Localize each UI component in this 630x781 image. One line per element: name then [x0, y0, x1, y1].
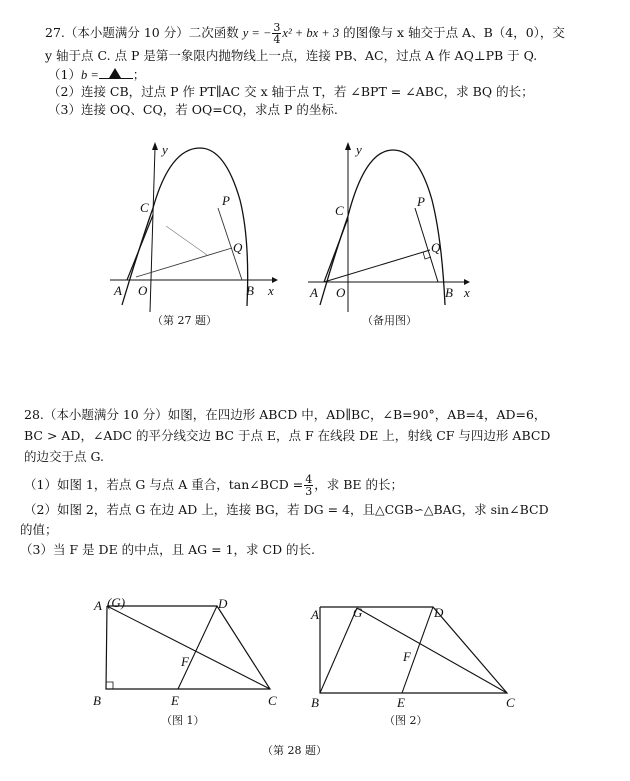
segment-ac: [324, 218, 348, 282]
answer-blank: [99, 66, 133, 79]
q27-eq-rest: x² + bx + 3: [282, 26, 340, 40]
q27-fig1-caption: （第 27 题）: [152, 314, 217, 327]
segment-ac: [107, 606, 270, 689]
q27-part2: （2）连接 CB，过点 P 作 PT∥AC 交 x 轴于点 T，若 ∠BPT = ∠ABC，求 BQ 的长；: [48, 84, 534, 99]
right-angle-mark: [106, 682, 113, 689]
q27-fraction: [272, 22, 281, 45]
q28-main-caption: （第 28 题）: [262, 744, 327, 757]
q28-part1: [24, 474, 403, 497]
q28-frac-num: 4: [305, 473, 313, 486]
label-b: B: [311, 695, 319, 710]
segment-pt: [166, 226, 207, 255]
q28-line3: 的边交于点 G.: [24, 449, 104, 464]
label-b: B: [445, 285, 453, 300]
q28-part2-line1: （2）如图 2，若点 G 在边 AD 上，连接 BG，若 DG = 4，且△CGB∽△BAG，求 sin∠BCD: [24, 502, 549, 517]
label-a: A: [114, 283, 122, 298]
q27-part1: [48, 66, 145, 83]
label-q: Q: [233, 240, 243, 255]
q27-part1-text: b =: [80, 68, 99, 82]
q27-figure-spare: [290, 140, 490, 320]
label-e: E: [397, 695, 405, 710]
segment-ac: [127, 215, 153, 280]
q28-figure-1: [80, 595, 300, 715]
y-axis: [150, 148, 155, 312]
label-a: A: [310, 285, 318, 300]
segment-aq: [324, 250, 430, 282]
q27-part3: （3）连接 OQ、CQ，若 OQ=CQ，求点 P 的坐标.: [48, 102, 338, 117]
label-o: O: [138, 283, 148, 298]
q27-part1-label: （1）: [48, 67, 81, 82]
label-y: y: [162, 142, 168, 157]
label-p: P: [222, 193, 230, 208]
label-c: C: [268, 693, 277, 708]
triangle-marker-icon: [109, 68, 121, 78]
label-f: F: [403, 649, 411, 664]
label-p: P: [417, 194, 425, 209]
label-q: Q: [431, 240, 441, 255]
label-g: (G): [107, 595, 126, 610]
label-y: y: [356, 142, 362, 157]
label-b: B: [93, 693, 101, 708]
y-axis-arrow-icon: [345, 142, 351, 150]
q27-figure-main: [100, 140, 300, 320]
quadrilateral-abcd: [320, 607, 507, 693]
label-x: x: [268, 283, 274, 298]
segment-de: [178, 606, 217, 689]
label-f: F: [181, 654, 189, 669]
label-c: C: [140, 200, 149, 215]
q27-frac-den: 4: [273, 33, 281, 46]
label-x: x: [464, 285, 470, 300]
q28-part3: （3）当 F 是 DE 的中点，且 AG = 1，求 CD 的长.: [20, 542, 316, 557]
q27-line1-rest: 的图像与 x 轴交于点 A、B（4，0），交: [339, 25, 565, 40]
q27-eq-y: y = −: [242, 26, 272, 40]
q27-prefix: 27.（本小题满分 10 分）二次函数: [45, 25, 243, 40]
segment-bg: [320, 608, 357, 693]
label-d: D: [434, 605, 444, 620]
label-a: A: [94, 598, 102, 613]
q28-part1-post: ，求 BE 的长；: [314, 477, 404, 492]
label-a: A: [311, 607, 319, 622]
label-g: G: [353, 605, 363, 620]
q27-line2: y 轴于点 C. 点 P 是第一象限内抛物线上一点，连接 PB、AC，过点 A 作 AQ⊥PB 于 Q.: [45, 48, 538, 63]
q28-fig2-caption: （图 2）: [384, 714, 428, 727]
q27-part1-end: ；: [132, 67, 146, 82]
q28-line2: BC > AD，∠ADC 的平分线交边 BC 于点 E，点 F 在线段 DE 上，射线 CF 与四边形 ABCD: [24, 428, 551, 443]
q27-frac-num: 3: [273, 21, 281, 34]
q28-part1-pre: （1）如图 1，若点 G 与点 A 重合，tan∠BCD =: [24, 477, 304, 492]
q27-fig2-caption: （备用图）: [362, 314, 417, 327]
label-e: E: [171, 693, 179, 708]
q28-part2-line2: 的值；: [20, 522, 58, 537]
q27-line1: [45, 22, 565, 45]
label-o: O: [336, 285, 346, 300]
q28-figure-2: [295, 595, 535, 715]
label-b: B: [246, 283, 254, 298]
q28-line1: 28.（本小题满分 10 分）如图，在四边形 ABCD 中，AD∥BC，∠B=90°，AB=4，AD=6，: [24, 407, 547, 422]
q28-fig1-caption: （图 1）: [161, 714, 205, 727]
label-c: C: [335, 203, 344, 218]
label-d: D: [218, 596, 228, 611]
y-axis-arrow-icon: [152, 142, 158, 150]
label-c: C: [506, 695, 515, 710]
q28-fraction: [304, 474, 313, 497]
q28-frac-den: 3: [305, 485, 313, 498]
segment-aq: [136, 248, 232, 277]
segment-gc: [357, 608, 507, 693]
